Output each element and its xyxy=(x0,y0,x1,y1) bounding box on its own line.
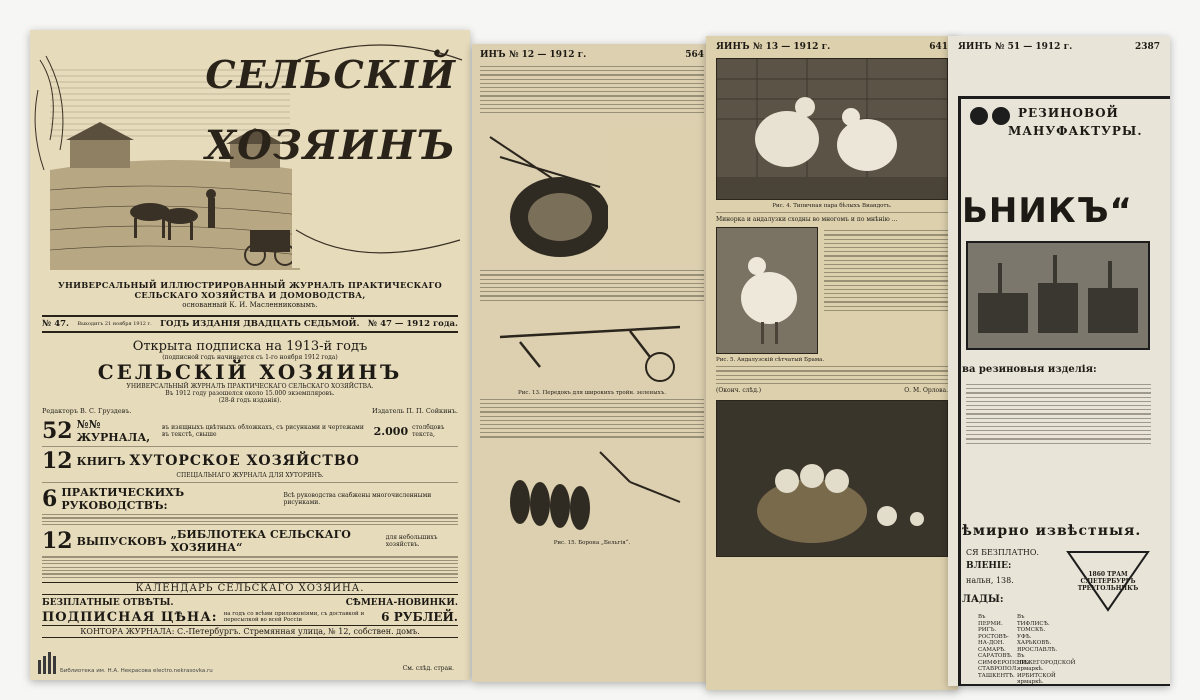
city-item: СТАВРОПОЛ. xyxy=(978,666,1018,672)
figure-caption: Рис. 4. Типичная пара бѣлыхъ Виандотъ. xyxy=(772,203,892,209)
trademark-label: 1860 ТРАМ С.ПЕТЕРБУРГЪ ТРЕУГОЛЬНИКЪ xyxy=(1077,571,1139,592)
frame-illustration xyxy=(480,307,704,387)
circulation-note: Въ 1912 году разошелся около 15.000 экземпляровъ. xyxy=(165,390,335,397)
issue-date: Выходитъ 21 ноября 1912 г. xyxy=(77,320,152,327)
city-item: Въ НИЖЕГОРОДСКОЙ ярмаркѣ. xyxy=(1017,653,1076,672)
price-row xyxy=(42,610,458,625)
body-text xyxy=(480,66,704,113)
offer-tail: для небольшихъ хозяйствъ. xyxy=(385,534,438,549)
city-item: ИРБИТСКОЙ ярмаркѣ. xyxy=(1017,672,1056,685)
publisher-name: Издатель П. П. Сойкинъ. xyxy=(371,407,458,415)
offer-number: 52 xyxy=(42,418,73,444)
chickens-photo xyxy=(716,58,948,200)
author-signature: О. М. Орлова. xyxy=(904,387,948,395)
offer-columns-label: столбцовъ текста, xyxy=(412,424,445,438)
editors-line xyxy=(42,407,458,415)
world-famous: ѣмирно извѣстныя. xyxy=(962,523,1142,539)
advert-header-2: МАНУФАКТУРЫ. xyxy=(1008,124,1143,138)
rooster-block xyxy=(716,227,948,354)
offer-6-guides xyxy=(42,486,458,512)
price-text: на годъ со всѣми приложеніями, съ доставкой и пересылкой во всей Россіи xyxy=(223,611,365,624)
offer-text: въ изящныхъ цвѣтныхъ обложкахъ, съ рисунками и чертежами въ текстѣ, свыше xyxy=(162,424,364,438)
running-head xyxy=(958,42,1160,52)
chicks-basket-photo xyxy=(716,400,948,557)
offer-number: 6 xyxy=(42,485,58,512)
figure-caption: Рис. 13. Передокъ для широкихъ тройн. зеленыхъ. xyxy=(518,389,666,396)
page-number: 641 xyxy=(929,42,948,52)
city-item: РОСТОВѢ-НА-ДОН. xyxy=(978,633,1009,646)
running-head xyxy=(480,50,704,60)
founder-line: основанный К. И. Масленниковымъ. xyxy=(182,301,318,309)
running-title: ЯИНЪ № 51 — 1912 г. xyxy=(958,42,1073,52)
city-item: Въ ПЕРМИ. xyxy=(978,614,1003,627)
running-head xyxy=(716,42,948,52)
office-address: КОНТОРА ЖУРНАЛА: С.-Петербургъ. Стремянная улица, № 12, собствен. домъ. xyxy=(42,625,458,638)
offer-number: 12 xyxy=(42,448,73,475)
body-text xyxy=(966,381,1151,447)
body-text xyxy=(716,212,948,213)
logo-title-line2: ХОЗЯИНЪ xyxy=(205,122,456,169)
logo-title-line1: СЕЛЬСКІЙ xyxy=(205,52,456,97)
subscription-note: (подписной годъ начинается съ 1-го ноября 1912 года) xyxy=(162,354,338,361)
page-641 xyxy=(706,36,958,690)
figure-caption: Рис. 15. Борона „Бельгія“. xyxy=(553,539,631,546)
continuation-note: (Оконч. слѣд.) xyxy=(716,387,762,395)
imperial-eagle-icon xyxy=(968,101,1012,131)
offer-label: КНИГЪ xyxy=(76,454,126,468)
issue-bar xyxy=(42,315,458,333)
library-logo-icon xyxy=(38,652,56,674)
figure-caption: Рис. 5. Андалузскій сѣтчатый Брама. xyxy=(716,357,825,364)
city-item: ТАШКЕНТѢ. xyxy=(978,672,1015,679)
offer-52-issues xyxy=(42,418,458,444)
library-text: Библиотека им. Н.А. Некрасова electro.nekrasovka.ru xyxy=(60,668,213,674)
year-note: (28-й годъ изданія). xyxy=(218,397,282,404)
city-item: УФѢ. xyxy=(1017,633,1032,640)
city-item: САРАТОВѢ. xyxy=(978,653,1013,659)
offer-text: Всѣ руководства снабжены многочисленными рисунками. xyxy=(283,491,432,506)
page-564 xyxy=(472,44,712,682)
body-text xyxy=(824,227,948,354)
extras-row xyxy=(42,598,458,608)
see-next-page: См. слѣд. стран. xyxy=(402,665,454,672)
journal-subtitle: УНИВЕРСАЛЬНЫЙ ИЛЛЮСТРИРОВАННЫЙ ЖУРНАЛЪ ПРАКТИЧЕСКАГО СЕЛЬСКАГО ХОЗЯЙСТВА И ДОМОВОДСТВА, xyxy=(57,280,443,300)
body-text xyxy=(480,270,704,301)
subscription-heading: Открыта подписка на 1913-й годъ xyxy=(132,339,368,354)
offer-title: ХУТОРСКОЕ ХОЗЯЙСТВО xyxy=(129,453,360,470)
library-watermark xyxy=(38,652,213,674)
city-item: Въ ТИФЛИСѢ. xyxy=(1017,614,1050,627)
journal-description: УНИВЕРСАЛЬНЫЙ ЖУРНАЛЪ ПРАКТИЧЕСКАГО СЕЛЬСКАГО ХОЗЯЙСТВА. xyxy=(126,383,374,390)
city-item: РИГЪ. xyxy=(978,627,997,633)
front-page xyxy=(30,30,470,680)
offer-number: 12 xyxy=(42,528,73,555)
body-text xyxy=(42,446,458,447)
free-answers: БЕЗПЛАТНЫЕ ОТВѢТЫ. xyxy=(42,597,174,608)
city-item: ЯРОСЛАВЛѢ. xyxy=(1017,646,1058,653)
issue-number-right: № 47 — 1912 года. xyxy=(367,319,458,329)
offer-label: №№ ЖУРНАЛА, xyxy=(76,418,151,444)
offer-12-issues xyxy=(42,528,458,554)
free-catalog: СЯ БЕЗПЛАТНО. xyxy=(966,548,1039,557)
article-text: Минорка и андалузки сходны во многомъ и по мнѣнію ... xyxy=(716,216,898,224)
offer-label: ВЫПУСКОВЪ xyxy=(76,534,167,548)
city-item: ХАРЬКОВѢ. xyxy=(1017,640,1052,646)
issue-year-title: ГОДЪ ИЗДАНІЯ ДВАДЦАТЬ СЕДЬМОЙ. xyxy=(160,319,360,329)
rooster-photo xyxy=(716,227,818,354)
journal-name: СЕЛЬСКІЙ ХОЗЯИНЪ xyxy=(97,360,403,384)
city-item: ТОМСКѢ. xyxy=(1017,627,1046,633)
body-text xyxy=(42,514,458,525)
cities-list xyxy=(978,614,1076,686)
running-title: ИНЪ № 12 — 1912 г. xyxy=(480,50,587,60)
calendar-banner: КАЛЕНДАРЬ СЕЛЬСКАГО ХОЗЯИНА. xyxy=(42,582,458,595)
seeds: СѢМЕНА-НОВИНКИ. xyxy=(345,597,458,608)
price-value: 6 РУБЛЕЙ. xyxy=(381,610,458,625)
offer-title: „БИБЛІОТЕКА СЕЛЬСКАГО ХОЗЯИНА“ xyxy=(170,528,351,555)
page-2387-advert xyxy=(948,36,1170,686)
body-text xyxy=(42,556,458,577)
body-text xyxy=(716,366,948,384)
body-text xyxy=(42,482,458,483)
offer-12-books xyxy=(42,448,458,475)
administration: ВЛЕНІЕ: xyxy=(966,561,1012,571)
warehouses-heading: ЛАДЫ: xyxy=(962,594,1004,605)
body-text xyxy=(480,399,704,438)
masthead-illustration xyxy=(30,30,470,278)
advert-brand: ЬНИКЪ“ xyxy=(962,191,1133,231)
plow-illustration xyxy=(480,117,704,267)
offer-subtitle: СПЕЦІАЛЬНАГО ЖУРНАЛА ДЛЯ ХУТОРЯНЪ. xyxy=(176,472,324,480)
running-title: ЯИНЪ № 13 — 1912 г. xyxy=(716,42,831,52)
editor-name: Редакторъ В. С. Груздевъ. xyxy=(42,407,132,415)
products-heading: ва резиновыя изделія: xyxy=(962,364,1097,375)
page-number: 564 xyxy=(685,50,704,60)
page-number: 2387 xyxy=(1134,42,1160,52)
city-item: САМАРѢ. xyxy=(978,646,1006,653)
signature-line xyxy=(716,387,948,394)
harrow-illustration xyxy=(480,442,704,537)
advert-header-1: РЕЗИНОВОЙ xyxy=(1018,106,1119,120)
address: нальн, 138. xyxy=(966,576,1014,585)
issue-number-left: № 47. xyxy=(42,319,69,329)
price-label: ПОДПИСНАЯ ЦѢНА: xyxy=(42,609,218,625)
offer-columns: 2.000 xyxy=(373,424,409,438)
city-item: СИМФЕРОПОЛѢ. xyxy=(978,659,1030,666)
factory-engraving xyxy=(966,241,1150,350)
offer-label: ПРАКТИЧЕСКИХЪ РУКОВОДСТВЪ: xyxy=(61,485,185,512)
